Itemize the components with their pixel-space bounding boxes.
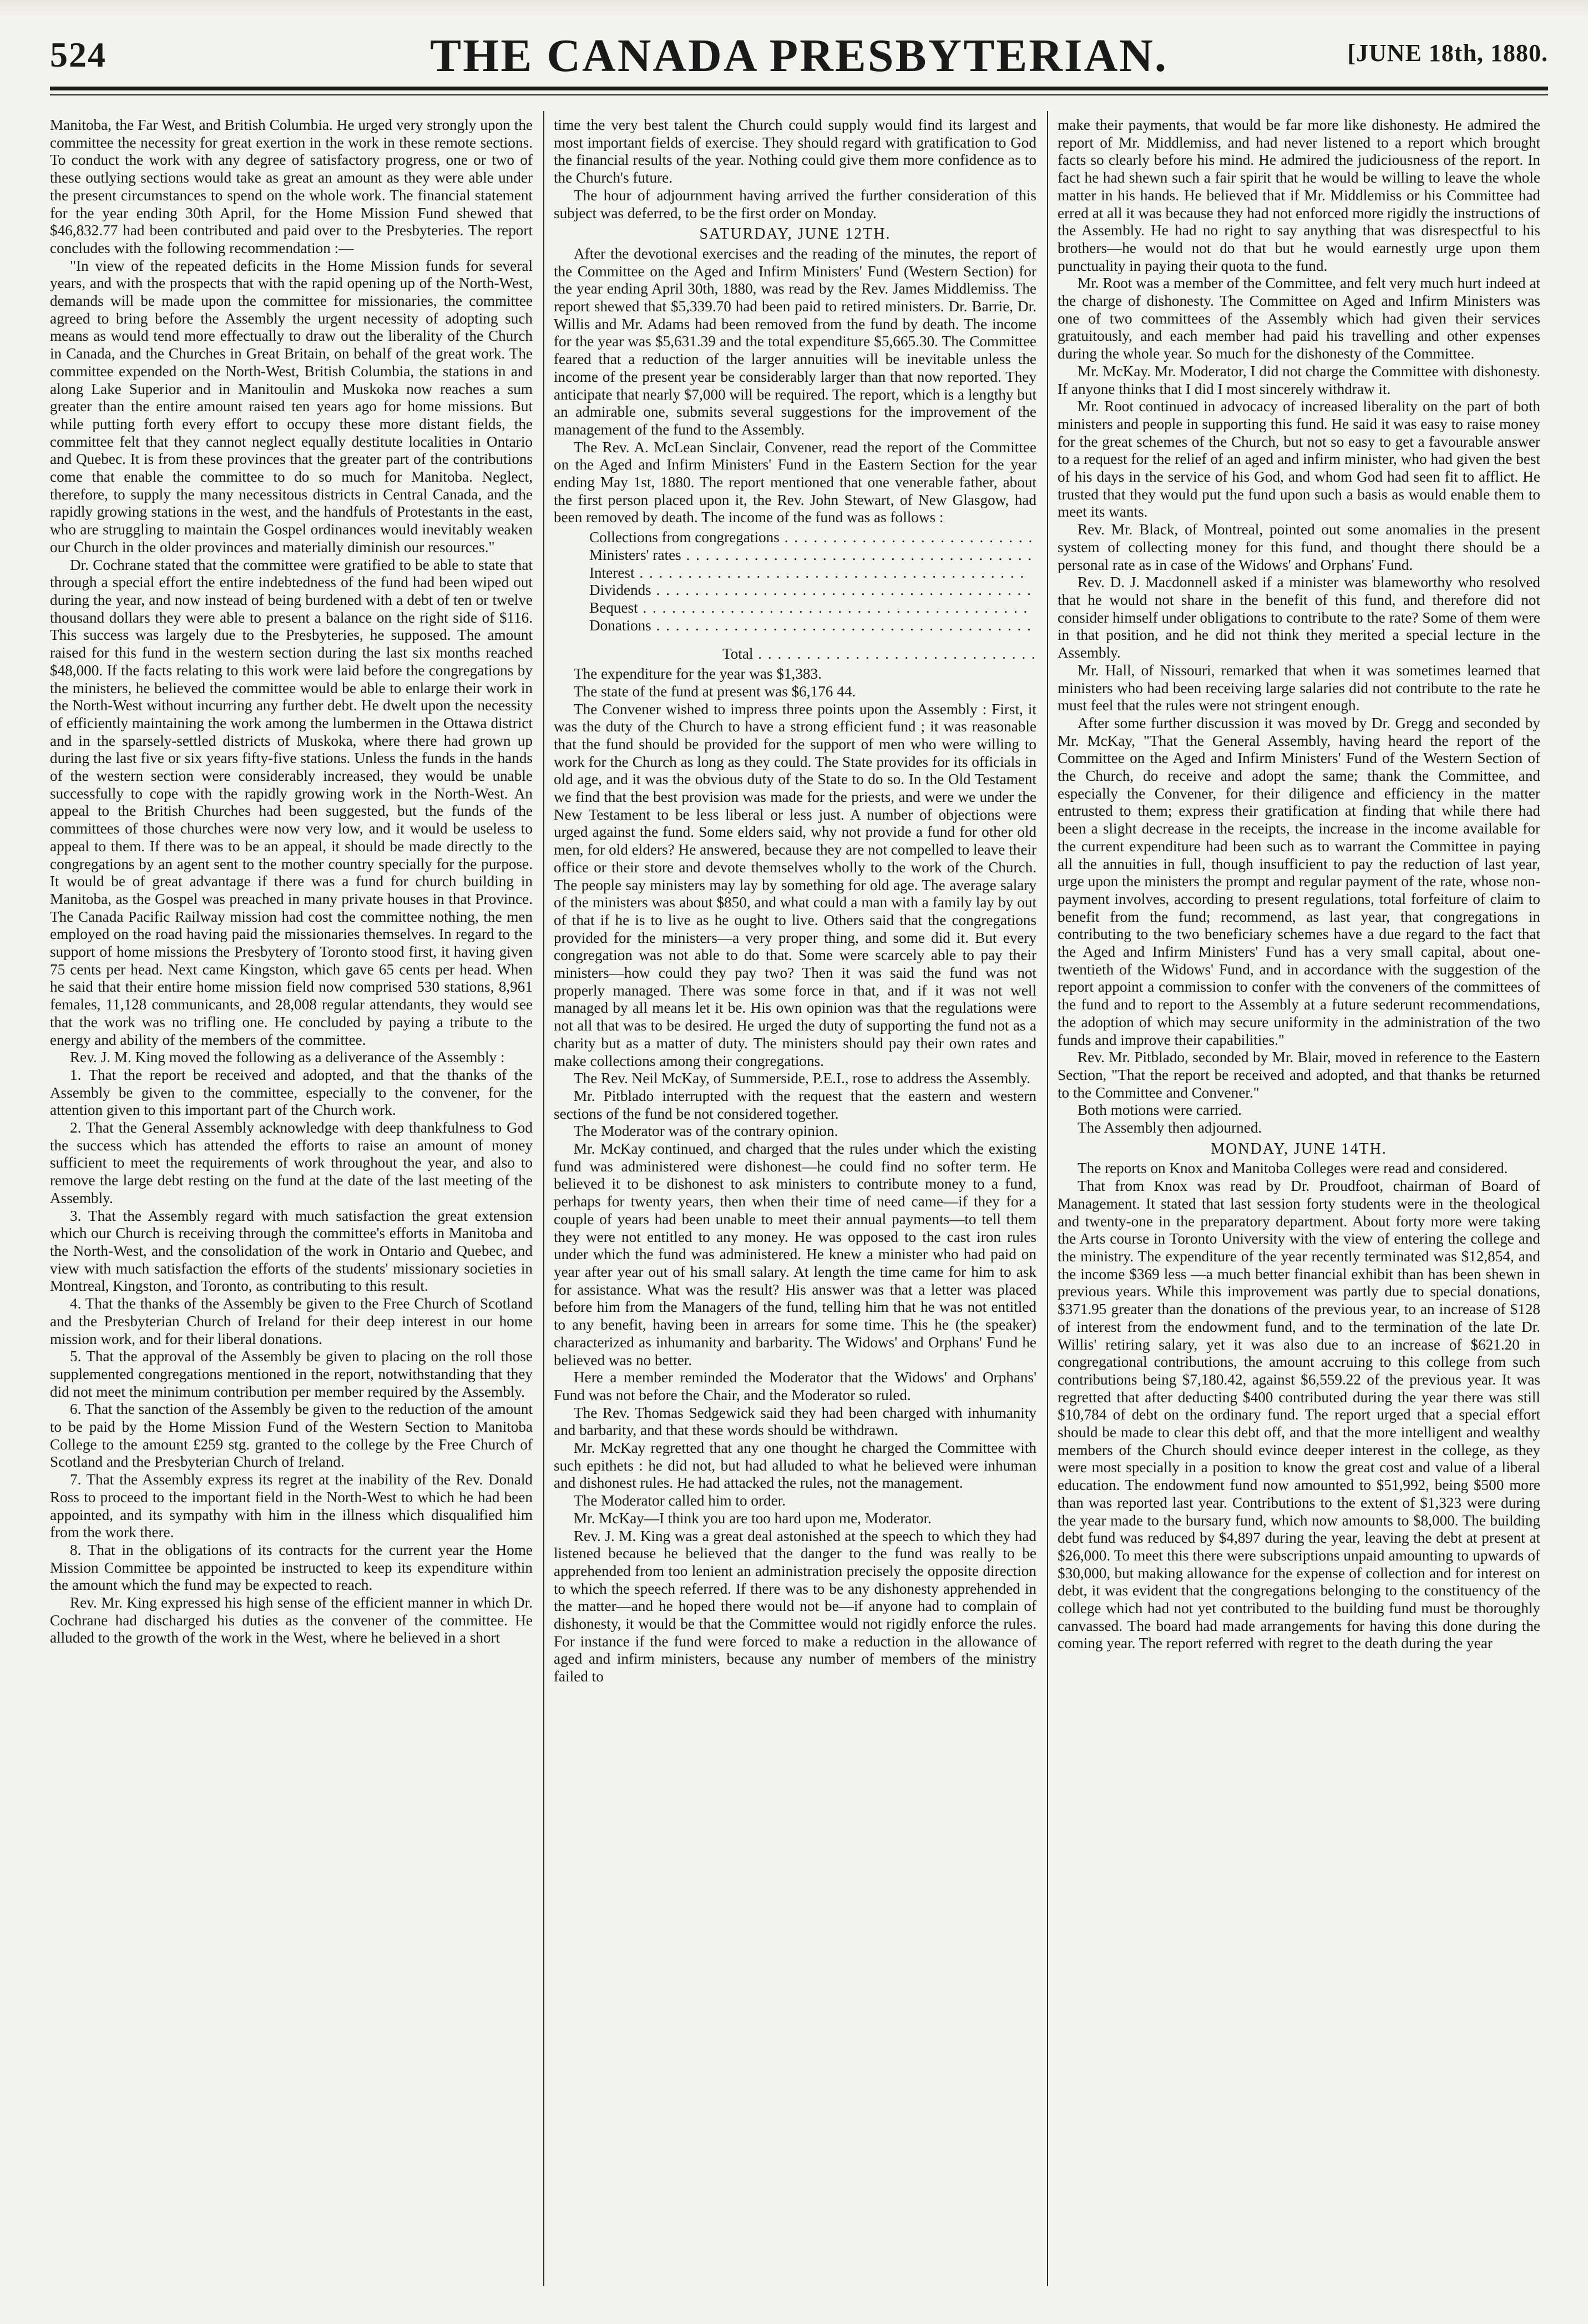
paragraph: Rev. J. M. King moved the following as a deliverance of the Assembly :	[70, 1049, 505, 1066]
column-divider-1	[543, 111, 544, 2286]
table-row	[589, 582, 1036, 599]
masthead-rule-thin	[50, 94, 1548, 95]
paragraph: The Rev. A. McLean Sinclair, Convener, read the report of the Committee on the Aged and Infirm Ministers' Fund in the Eastern Section for the year ending May 1st, 1880. The report mentioned that one venerable father, about the first person placed upon it, the Rev. John Stewart, of New Glasgow, had been removed by death. The income of the fund was as follows :	[554, 438, 1036, 526]
masthead	[50, 27, 1548, 80]
paragraph: That from Knox was read by Dr. Proudfoot, chairman of Board of Management. It stated that last session forty students were in the theological and twenty-one in the preparatory department. About forty more were taking the Arts course in Toronto University with the view of entering the college and the ministry. The expenditure of the year recently terminated was $12,854, and the income $369 less —a much better financial exhibit than has been shewn in previous years. While this improvement was partly due to special donations, $371.95 greater than the donations of the previous year, to an increase of $128 of interest from the endowment fund, and to the termination of the late Dr. Willis' retiring salary, yet it was also due to an increase of $621.20 in congregational contributions, the amount accruing to this college from such contributions being $7,180.42, against $6,559.22 of the previous year. It was regretted that after deducting $400 contributed during the year there was still $10,784 of debt on the ordinary fund. The report urged that a special effort should be made to clear this debt off, and that the more intelligent and wealthy members of the Church should evince deeper interest in the college, as they were most specially in a position to know the great cost and value of a liberal education. The endowment fund now amounted to $51,992, being $500 more than was reported last year. Contributions to the extent of $1,323 were during the year made to the bursary fund, which now amounts to $8,000. The building debt fund was reduced by $4,897 during the year, leaving the debt at present at $26,000. To meet this there were subscriptions unpaid amounting to upwards of $30,000, but making allowance for the expense of collection and for interest on debt, it was evident that the congregations belonging to the constituency of the college which had not yet contributed to the building fund must be thoroughly canvassed. The board had made arrangements for having this done during the coming year. The report referred with regret to the death during the year	[1058, 1178, 1540, 1652]
paragraph: After the devotional exercises and the reading of the minutes, the report of the Committee on the Aged and Infirm Ministers' Fund (Western Section) for the year ending April 30th, 1880, was read by the Rev. James Middlemiss. The report shewed that $5,339.70 had been paid to retired ministers. Dr. Barrie, Dr. Willis and Mr. Adams had been removed from the fund by death. The income for the year was $5,631.39 and the total expenditure $5,665.30. The Committee feared that a reduction of the larger annuities will be inevitable unless the income of the present year be considerably larger than that now reported. They anticipate that nearly $7,000 will be required. The report, which is a lengthy but an admirable one, submits several suggestions for the improvement of the management of the fund to the Assembly.	[554, 245, 1036, 438]
paragraph: "In view of the repeated deficits in the Home Mission funds for several years, and with the prospects that with the rapid opening up of the North-West, demands will be made upon the committee for missionaries, the committee agreed to bring before the Assembly the urgent necessity of adopting such means as would tend more effectually to draw out the liberality of the Church in Canada, and the Churches in Great Britain, on behalf of the great work. The committee expended on the North-West, British Columbia, the stations in and along Lake Superior and in Manitoulin and Muskoka now reaches a sum greater than the entire amount raised ten years ago for home missions. But while putting forth every effort to occupy these more distant fields, the committee felt that they cannot neglect equally destitute localities in Ontario and Quebec. It is from these provinces that the greater part of the contributions come that enable the committee to do so much for Manitoba. Neglect, therefore, to supply the many necessitous districts in Central Canada, and the rapidly growing stations in the west, and the handfuls of Protestants in the east, who are struggling to maintain the Gospel ordinances would inevitably weaken our Church in the older provinces and materially diminish our resources."	[50, 257, 533, 555]
income-item-label: Collections from congregations . . .	[589, 529, 1036, 547]
paragraph: Mr. Root was a member of the Committee, and felt very much hurt indeed at the charge of dishonesty. The Committee on Aged and Infirm Ministers was one of two committees of the Assembly which had given their services gratuitously, and each member had paid his travelling and other expenses during the whole year. So much for the dishonesty of the Committee.	[1058, 275, 1540, 362]
page-number: 524	[50, 35, 107, 74]
paragraph: 1. That the report be received and adopted, and that the thanks of the Assembly be given to the committee, especially to the convener, for the attention given to this important part of the Church work.	[50, 1066, 533, 1119]
paragraph: The Convener wished to impress three points upon the Assembly : First, it was the duty of the Church to have a strong efficient fund ; it was reasonable that the fund should be provided for the support of men who were willing to work for the Church as long as they could. The State provides for its officials in old age, and it was the obvious duty of the State to do so. In the Old Testament we find that the best provision was made for the priests, and were we under the New Testament to be less liberal or less just. A number of objections were urged against the fund. Some elders said, why not provide a fund for other old men, for old elders? He answered, because they are not compelled to leave their office or their store and devote themselves wholly to the work of the Church. The people say ministers may lay by something for old age. The average salary of the ministers was about $850, and what could a man with a family lay by out of that if he is to live as he ought to live. Others said that the congregations provided for the ministers—a very proper thing, and some did it. But every congregation was not able to do that. Some were scarcely able to pay their ministers—how could they pay two? Then it was said the fund was not properly managed. There was some force in that, and if it was not well managed by all means let it be. His own opinion was that the regulations were not all that was to be desired. He urged the duty of supporting the fund not as a charity but as a matter of duty. The ministers should pay their own rates and make collections among their congregations.	[554, 700, 1036, 1069]
table-row	[589, 547, 1036, 564]
paragraph: The expenditure for the year was $1,383.	[574, 665, 822, 683]
income-item-label: Interest . . .	[589, 564, 1036, 582]
paragraph: Mr. Pitblado interrupted with the request that the eastern and western sections of the fund be not considered together.	[554, 1087, 1036, 1122]
income-item-label: Bequest . . .	[589, 599, 1036, 617]
paragraph: 2. That the General Assembly acknowledge with deep thankfulness to God the success which has attended the efforts to raise an amount of money sufficient to meet the requirements of work throughout the year, and also to remove the large debt resting on the fund at the date of the last meeting of the Assembly.	[50, 1119, 533, 1206]
total-row	[589, 635, 1036, 663]
masthead-rule-thick	[50, 87, 1548, 90]
paragraph: Manitoba, the Far West, and British Columbia. He urged very strongly upon the committee the necessity for great exertion in the work in these remote sections. To conduct the work with any degree of satisfactory progress, one or two of these outlying sections would take as great an amount as they were able under the present circumstances to spend on the whole work. The financial statement for the year ending 30th April, for the Home Mission Fund shewed that $46,832.77 had been contributed and paid over to the Presbyteries. The report concludes with the following recommendation :—	[50, 117, 533, 256]
section-heading: MONDAY, JUNE 14TH.	[1211, 1140, 1387, 1158]
income-item-label: Donations . . .	[589, 617, 1036, 635]
newspaper-title: THE CANADA PRESBYTERIAN.	[430, 30, 1168, 82]
paragraph: Rev. Mr. King expressed his high sense of the efficient manner in which Dr. Cochrane had discharged his duties as the convener of the committee. He alluded to the growth of the work in the West, where he believed in a short	[50, 1594, 533, 1646]
table-row	[589, 599, 1036, 617]
paragraph: 7. That the Assembly express its regret at the inability of the Rev. Donald Ross to proceed to the important field in the North-West to which he had been appointed, and its sympathy with him in the illness which disqualified him from the work there.	[50, 1471, 533, 1541]
paragraph: Mr. Hall, of Nissouri, remarked that when it was sometimes learned that ministers who had been receiving large salaries did not contribute to the rate he must feel that the rules were not stringent enough.	[1058, 661, 1540, 714]
paragraph: 4. That the thanks of the Assembly be given to the Free Church of Scotland and the Presbyterian Church of Ireland for their deep interest in our home mission work, and for their liberal donations.	[50, 1295, 533, 1347]
income-item-label: Ministers' rates . . .	[589, 547, 1036, 564]
paragraph: 5. That the approval of the Assembly be given to placing on the roll those supplemented congregations mentioned in the report, notwithstanding that they did not meet the minimum contribution per member required by the Assembly.	[50, 1348, 533, 1400]
paragraph: The reports on Knox and Manitoba Colleges were read and considered.	[1078, 1160, 1508, 1177]
paragraph: make their payments, that would be far more like dishonesty. He admired the report of Mr. Middlemiss, and had never listened to a report which brought facts so clearly before his mind. He admired the judiciousness of the report. In fact he had shewn such a fair spirit that he would be willing to leave the whole matter in his hands. He believed that if Mr. Middlemiss or his Committee had erred at all it was because they had not enforced more rigidly the instructions of the Assembly. He had no right to say anything that was disrespectful to his brothers—he would not do that but he would earnestly urge upon them punctuality in paying their quota to the fund.	[1058, 117, 1540, 274]
income-statement-table	[589, 529, 1036, 663]
paragraph: Mr. McKay—I think you are too hard upon me, Moderator.	[574, 1509, 932, 1527]
paragraph: 8. That in the obligations of its contracts for the current year the Home Mission Committee be appointed be instructed to keep its expenditure within the amount which the fund may be expected to reach.	[50, 1541, 533, 1594]
paragraph: 6. That the sanction of the Assembly be given to the reduction of the amount to be paid by the Home Mission Fund of the Western Section to Manitoba College to the amount £259 stg. granted to the college by the Free Church of Scotland and the Presbyterian Church of Ireland.	[50, 1401, 533, 1471]
paragraph: Here a member reminded the Moderator that the Widows' and Orphans' Fund was not before the Chair, and the Moderator so ruled.	[554, 1369, 1036, 1403]
paragraph: Dr. Cochrane stated that the committee were gratified to be able to state that through a special effort the entire indebtedness of the fund had been wiped out during the year, and now instead of being burdened with a debt of ten or twelve thousand dollars they were able to present a balance on the right side of $116. This success was largely due to the Presbyteries, he supposed. The amount raised for this fund in the western section during the last six months reached $48,000. If the facts relating to this work were laid before the congregations by the ministers, he believed the committee would be able to enlarge their work in the North-West without incurring any further debt. He dwelt upon the necessity of efficiently maintaining the work among the lumbermen in the Ottawa district and in the sparsely-settled districts of Muskoka, where there had grown up during the last five or six years fifty-five stations. Unless the funds in the hands of the western section were considerably increased, they would be unable successfully to cope with the rapidly growing work in the North-West. An appeal to the British Churches had been suggested, but the funds of the committees of those churches were now very low, and it would be useless to appeal to them. If there was to be an appeal, it should be made directly to the congregations by an agent sent to the mother country specially for the purpose. It would be of great advantage if there was a fund for church building in Manitoba, as the Gospel was preached in many private houses in that Province. The Canada Pacific Railway mission had cost the committee nothing, the men employed on the road having paid the missionaries themselves. In regard to the support of home missions the Presbytery of Toronto stood first, it having given 75 cents per head. Next came Kingston, which gave 65 cents per head. When he said that their entire home mission field now comprised 530 stations, 8,961 females, 11,128 communicants, and 28,008 regular attendants, they would see that the work was no trifling one. He concluded by paying a tribute to the energy and ability of the members of the committee.	[50, 556, 533, 1048]
column-2	[554, 117, 1036, 2281]
paragraph: Mr. Root continued in advocacy of increased liberality on the part of both ministers and people in supporting this fund. He said it was easy to raise money for the great schemes of the Church, but not so easy to get a favourable answer to a request for the relief of an aged and infirm minister, who had given the best of his days in the service of his God, and whom God had seen fit to afflict. He trusted that they would put the fund upon such a basis as would enable them to meet its wants.	[1058, 398, 1540, 521]
paragraph: Both motions were carried.	[1078, 1102, 1242, 1119]
paragraph: After some further discussion it was moved by Dr. Gregg and seconded by Mr. McKay, "That the General Assembly, having heard the report of the Committee on the Aged and Infirm Ministers' Fund of the Western Section of the Church, do receive and adopt the same; thank the Committee, and especially the Convener, for their diligence and efficiency in the matter entrusted to them; express their gratification at finding that while there had been a slight decrease in the receipts, the increase in the income available for the current expenditure had been such as to warrant the Committee in paying all the annuities in full, though insufficient to pay the reduction of last year, urge upon the ministers the prompt and regular payment of the rate, whose non-payment involves, according to present regulations, total forfeiture of claim to benefit from the fund; recommend, as last year, that congregations in contributing to the two beneficiary schemes have a due regard to the fact that the Aged and Infirm Ministers' Fund has a very small capital, about one-twentieth of the Widows' Fund, and in accordance with the suggestion of the report appoint a commission to confer with the conveners of the committees of the fund and to report to the Assembly at a future sederunt recommendations, the adoption of which may secure uniformity in the administration of the two funds and improve their capabilities."	[1058, 714, 1540, 1048]
paragraph: The Rev. Neil McKay, of Summerside, P.E.I., rose to address the Assembly.	[574, 1070, 1031, 1087]
income-item-label: Dividends . . .	[589, 582, 1036, 599]
paragraph: Rev. D. J. Macdonnell asked if a minister was blameworthy who resolved that he would not share in the benefit of this fund, and therefore did not consider himself under obligations to contribute to the rate? Some of them were in that position, and he did not think they merited a special lecture in the Assembly.	[1058, 574, 1540, 661]
paragraph: The Assembly then adjourned.	[1078, 1119, 1262, 1136]
paragraph: Mr. McKay. Mr. Moderator, I did not charge the Committee with dishonesty. If anyone thinks that I did I most sincerely withdraw it.	[1058, 362, 1540, 397]
paragraph: 3. That the Assembly regard with much satisfaction the great extension which our Church is receiving through the committee's efforts in Manitoba and the North-West, and the consolidation of the work in Ontario and Quebec, and view with much satisfaction the efforts of the students' missionary societies in Montreal, Kingston, and Toronto, as contributing to this result.	[50, 1207, 533, 1295]
column-divider-2	[1047, 111, 1048, 2286]
paragraph: Rev. Mr. Black, of Montreal, pointed out some anomalies in the present system of collecting money for this fund, and thought there should be a personal rate as in case of the Widows' and Orphans' Fund.	[1058, 521, 1540, 573]
paragraph: Rev. J. M. King was a great deal astonished at the speech to which they had listened because he believed that the danger to the fund was really to be apprehended from too lenient an administration precisely the opposite direction to which the speech referred. If there was to be any dishonesty apprehended in the matter—and he hoped there would not be—if anyone had to complain of dishonesty, it would be that the Committee would not rigidly enforce the rules. For instance if the fund were forced to make a reduction in the allowance of aged and infirm ministers, because any number of members of the ministry failed to	[554, 1527, 1036, 1685]
paragraph: The state of the fund at present was $6,176 44.	[574, 683, 856, 700]
paragraph: The hour of adjournment having arrived the further consideration of this subject was deferred, to be the first order on Monday.	[554, 186, 1036, 221]
section-heading: SATURDAY, JUNE 12TH.	[699, 225, 891, 243]
column-1	[50, 117, 533, 2281]
table-row	[589, 529, 1036, 547]
total-label: Total . . .	[589, 635, 1036, 663]
table-row	[589, 564, 1036, 582]
paragraph: The Rev. Thomas Sedgewick said they had been charged with inhumanity and barbarity, and that these words should be withdrawn.	[554, 1404, 1036, 1439]
top-edge	[0, 0, 1588, 17]
paragraph: Mr. McKay continued, and charged that the rules under which the existing fund was administered were dishonest—he could find no softer term. He believed it to be dishonest to ask ministers to contribute money to a fund, perhaps for twenty years, then when their time of need came—if they for a couple of years had been unable to meet their annual payments—to tell them they were not entitled to any money. He was opposed to the cast iron rules under which the fund was administered. He knew a minister who had paid on year after year out of his small salary. At length the time came for him to ask for assistance. What was the result? His answer was that a letter was placed before him from the Managers of the fund, telling him that he was not entitled to any benefit, having been in arrears for some time. This he (the speaker) characterized as inhumanity and barbarity. The Widows' and Orphans' Fund he believed was no better.	[554, 1140, 1036, 1368]
column-3	[1058, 117, 1540, 2281]
table-row	[589, 617, 1036, 635]
paragraph: The Moderator was of the contrary opinion.	[574, 1123, 838, 1140]
paragraph: Mr. McKay regretted that any one thought he charged the Committee with such epithets : he did not, but had alluded to what he believed were inhuman and dishonest rules. He had attacked the rules, not the management.	[554, 1439, 1036, 1492]
paragraph: Rev. Mr. Pitblado, seconded by Mr. Blair, moved in reference to the Eastern Section, "That the report be received and adopted, and that thanks be returned to the Committee and Convener."	[1058, 1049, 1540, 1101]
paragraph: time the very best talent the Church could supply would find its largest and most important fields of exercise. They should regard with gratification to God the financial results of the year. Nothing could give them more confidence as to the Church's future.	[554, 117, 1036, 186]
paragraph: The Moderator called him to order.	[574, 1492, 786, 1509]
issue-date: [JUNE 18th, 1880.	[1347, 39, 1548, 67]
